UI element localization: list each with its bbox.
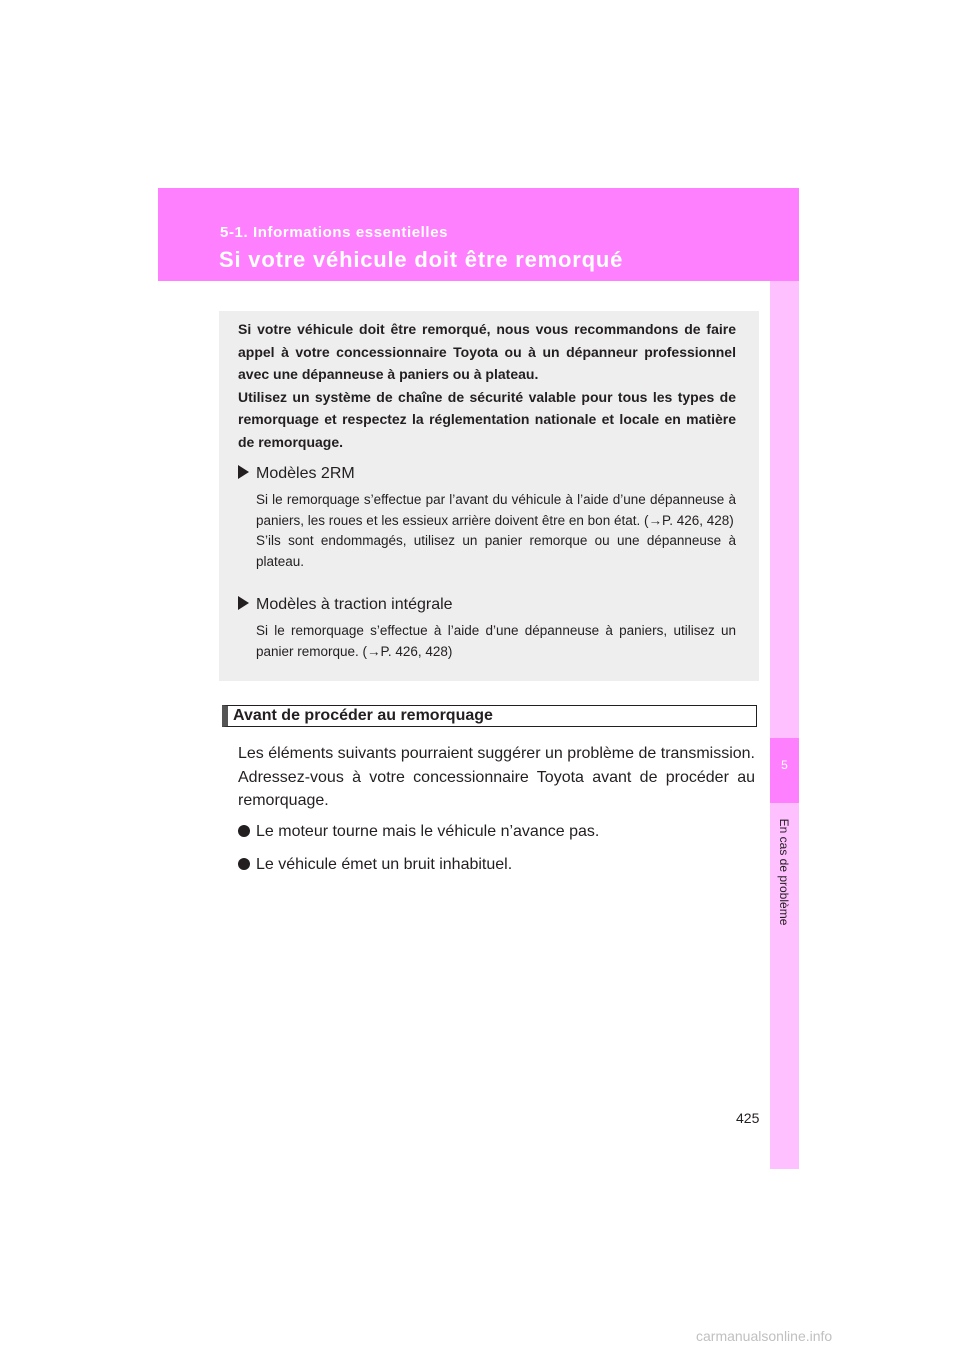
section-heading: Avant de procéder au remorquage: [233, 707, 493, 724]
chapter-side-tab: [770, 281, 799, 1169]
intro-paragraph: Utilisez un système de chaîne de sécurité valable pour tous les types de remorquage et respectez la réglementation nationale et locale en matière de remorquage.: [238, 388, 736, 450]
sub-text-awd: [256, 621, 736, 662]
sub-paragraph: S’ils sont endommagés, utilisez un panier remorque ou une dépanneuse à plateau.: [256, 533, 736, 569]
list-item: [238, 822, 599, 842]
bullet-icon: [238, 858, 250, 870]
sub-text-2wd: [256, 490, 736, 572]
list-item-text: Le moteur tourne mais le véhicule n’avance pas.: [256, 823, 600, 840]
page-number: 425: [736, 1110, 760, 1126]
bullet-icon: [238, 825, 250, 837]
sub-paragraph: Si le remorquage s’effectue à l’aide d’une dépanneuse à paniers, utilisez un panier remorque. (→P. 426, 428): [256, 623, 736, 659]
sub-heading-label: Modèles 2RM: [256, 465, 355, 482]
intro-text: [238, 318, 736, 453]
intro-paragraph: Si votre véhicule doit être remorqué, nous vous recommandons de faire appel à votre concessionnaire Toyota ou à un dépanneur professionnel avec une dépanneuse à paniers ou à plateau.: [238, 321, 736, 382]
sub-paragraph: Si le remorquage s’effectue par l’avant du véhicule à l’aide d’une dépanneuse à paniers, les roues et les essieux arrière doivent être en bon état. (→P. 426, 428): [256, 492, 736, 528]
arrow-right-icon: [238, 465, 249, 479]
chapter-number: 5: [781, 758, 788, 772]
sub-heading-awd: [238, 595, 453, 615]
arrow-right-icon: [238, 596, 249, 610]
watermark: carmanualsonline.info: [696, 1328, 833, 1344]
list-item-text: Le véhicule émet un bruit inhabituel.: [256, 856, 513, 873]
section-body: Les éléments suivants pourraient suggérer un problème de transmission. Adressez-vous à votre concessionnaire Toyota avant de procéder au remorquage.: [238, 745, 755, 809]
chapter-label: En cas de problème: [777, 818, 791, 926]
sub-heading-label: Modèles à traction intégrale: [256, 596, 453, 613]
sub-heading-2wd: [238, 464, 355, 484]
list-item: [238, 855, 512, 875]
section-label: 5-1. Informations essentielles: [220, 224, 449, 241]
page-title: Si votre véhicule doit être remorqué: [219, 247, 624, 272]
